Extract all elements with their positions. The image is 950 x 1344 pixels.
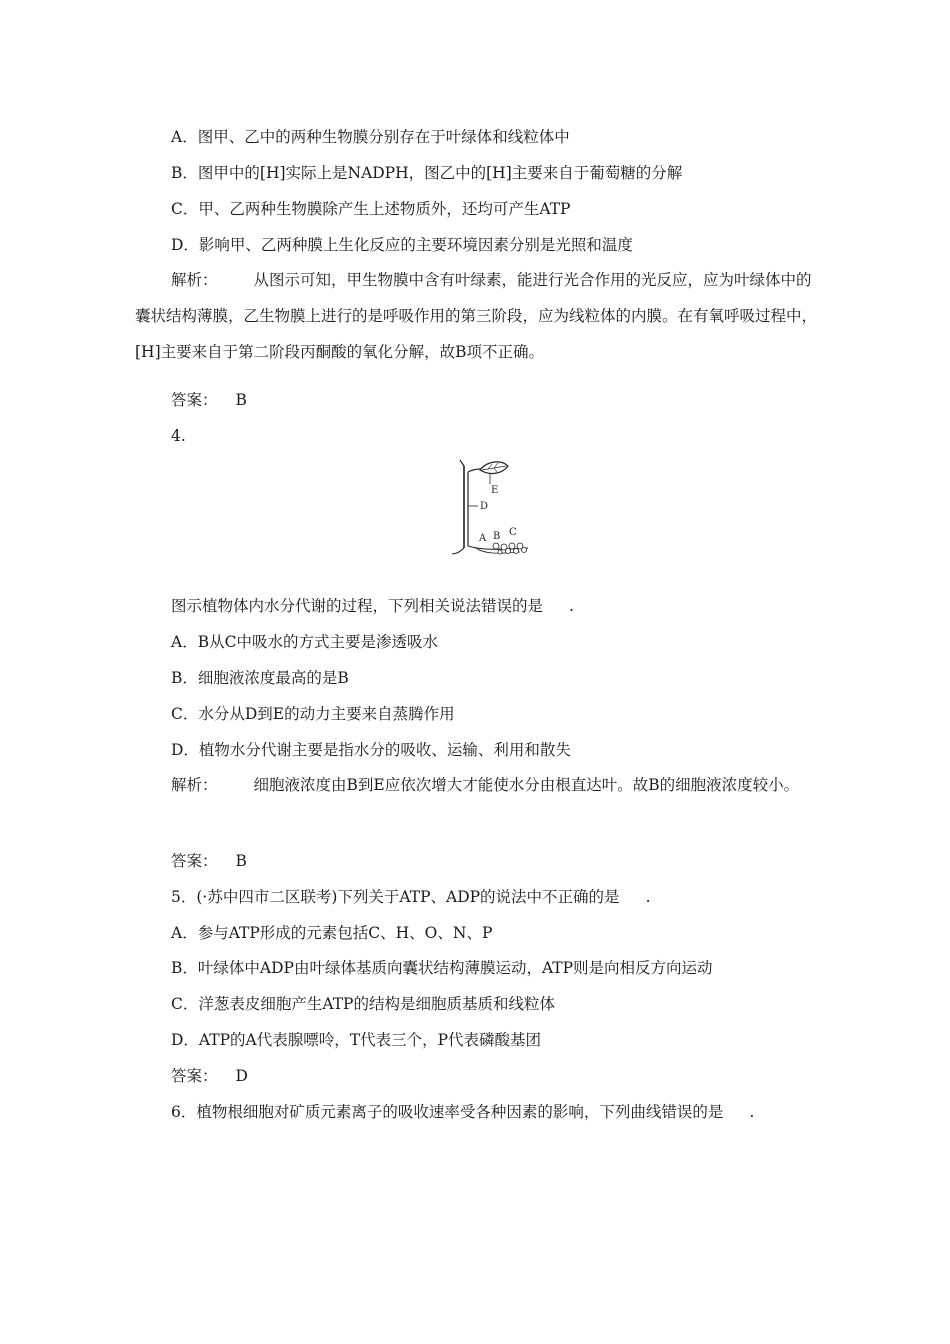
q4-stem xyxy=(171,596,574,616)
q5-stem-text: 5．(·苏中四市二区联考)下列关于ATP、ADP的说法中不正确的是 xyxy=(171,888,620,906)
label-d: D xyxy=(480,501,489,512)
answer-value: B xyxy=(235,852,247,870)
q4-analysis xyxy=(135,767,825,803)
label-c: C xyxy=(509,527,517,538)
q3-option-b: B．图甲中的[H]实际上是NADPH，图乙中的[H]主要来自于葡萄糖的分解 xyxy=(171,164,683,182)
label-a: A xyxy=(479,533,487,544)
q6-stem xyxy=(171,1102,754,1122)
answer-label: 答案： xyxy=(171,1067,218,1085)
label-e: E xyxy=(491,485,499,496)
label-b: B xyxy=(493,531,501,542)
answer-value: D xyxy=(235,1067,248,1085)
q3-answer xyxy=(171,390,247,410)
q5-answer xyxy=(171,1066,248,1086)
q5-stem xyxy=(171,887,651,907)
analysis-text: 从图示可知，甲生物膜中含有叶绿素，能进行光合作用的光反应，应为叶绿体中的囊状结构薄膜，乙生物膜上进行的是呼吸作用的第三阶段，应为线粒体的内膜。在有氧呼吸过程中，[H]主要来自于第二阶段丙酮酸的氧化分解，故B项不正确。 xyxy=(135,271,818,361)
q3-analysis xyxy=(135,262,825,370)
analysis-label: 解析： xyxy=(171,271,218,289)
q4-number: 4. xyxy=(171,427,186,445)
q4-stem-dot: . xyxy=(569,597,574,615)
q3-option-d: D．影响甲、乙两种膜上生化反应的主要环境因素分别是光照和温度 xyxy=(171,236,633,254)
answer-label: 答案： xyxy=(171,391,218,409)
q5-option-d: D．ATP的A代表腺嘌呤，T代表三个，P代表磷酸基团 xyxy=(171,1031,542,1049)
q4-option-a: A．B从C中吸水的方式主要是渗透吸水 xyxy=(171,633,438,651)
answer-label: 答案： xyxy=(171,852,218,870)
q4-option-c: C．水分从D到E的动力主要来自蒸腾作用 xyxy=(171,705,455,723)
q6-stem-dot: . xyxy=(749,1103,755,1121)
analysis-label: 解析： xyxy=(171,776,218,794)
plant-water-diagram xyxy=(450,458,540,558)
q4-stem-text: 图示植物体内水分代谢的过程，下列相关说法错误的是 xyxy=(171,597,544,615)
answer-value: B xyxy=(235,391,247,409)
q4-option-d: D．植物水分代谢主要是指水分的吸收、运输、利用和散失 xyxy=(171,741,571,759)
q4-option-b: B．细胞液浓度最高的是B xyxy=(171,669,349,687)
q5-option-b: B．叶绿体中ADP由叶绿体基质向囊状结构薄膜运动，ATP则是向相反方向运动 xyxy=(171,959,713,977)
q6-stem-text: 6．植物根细胞对矿质元素离子的吸收速率受各种因素的影响，下列曲线错误的是 xyxy=(171,1103,724,1121)
q3-option-a: A．图甲、乙中的两种生物膜分别存在于叶绿体和线粒体中 xyxy=(171,128,570,146)
analysis-text: 细胞液浓度由B到E应依次增大才能使水分由根直达叶。故B的细胞液浓度较小。 xyxy=(253,776,800,794)
q5-stem-dot: . xyxy=(645,888,651,906)
q5-option-c: C．洋葱表皮细胞产生ATP的结构是细胞质基质和线粒体 xyxy=(171,995,555,1013)
q4-answer xyxy=(171,851,247,871)
q3-option-c: C．甲、乙两种生物膜除产生上述物质外，还均可产生ATP xyxy=(171,200,571,218)
q5-option-a: A．参与ATP形成的元素包括C、H、O、N、P xyxy=(171,924,493,942)
